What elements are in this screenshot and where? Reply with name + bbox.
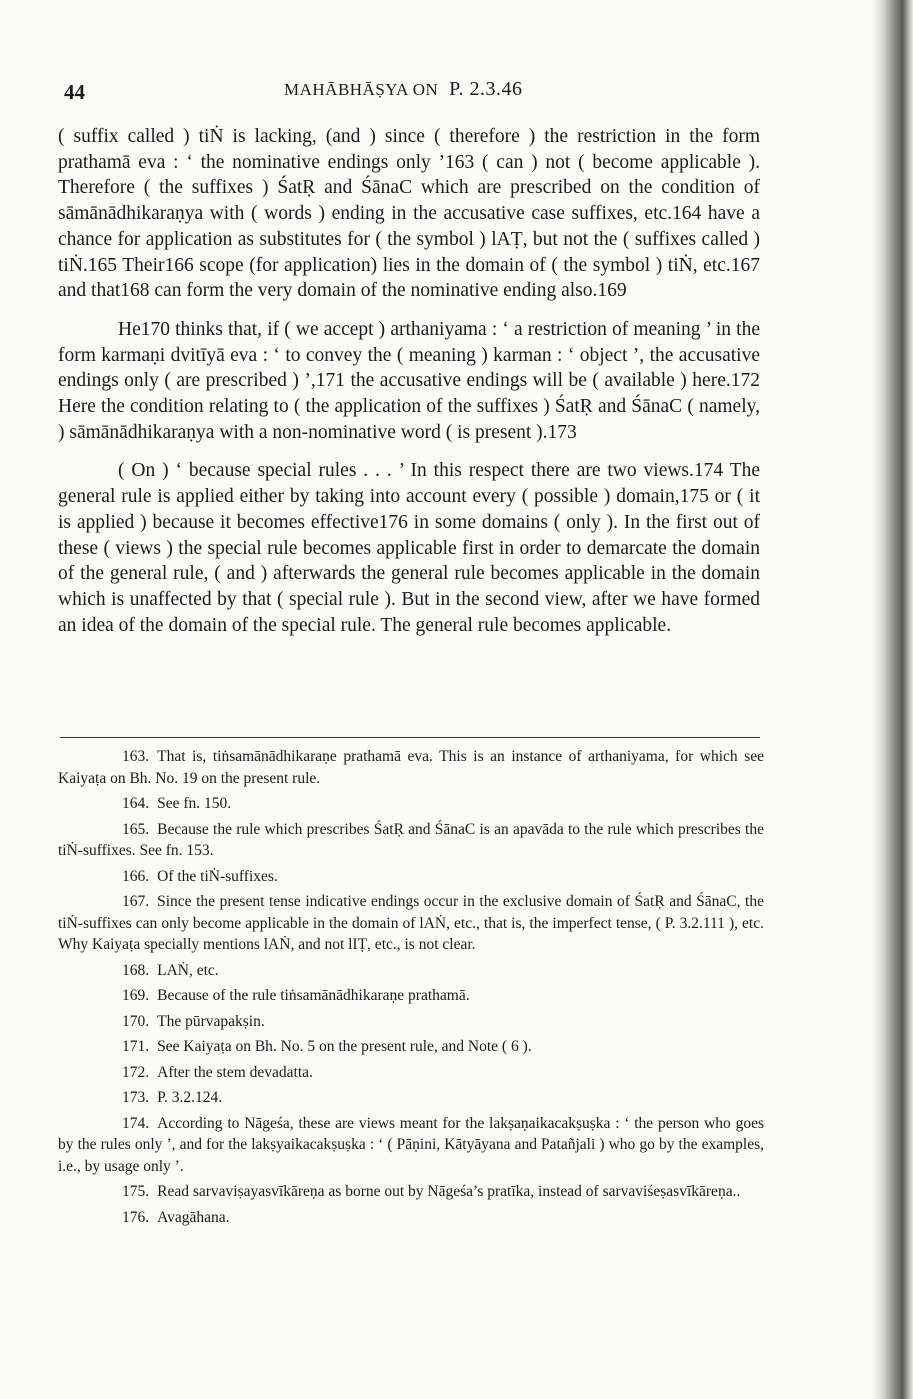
footnote-number: 163.	[122, 748, 150, 765]
footnote-169	[58, 985, 764, 1007]
footnote-text: Of the tiṄ-suffixes.	[157, 867, 278, 885]
footnote-text: Read sarvaviṣayasvīkāreṇa as borne out by Nāgeśa’s pratīka, instead of sarvaviśeṣasvīkāreṇa..	[157, 1183, 741, 1200]
footnote-number: 166.	[122, 867, 150, 885]
footnote-text: According to Nāgeśa, these are views meant for the lakṣaṇaikacakṣuṣka : ‘ the person who goes by the rules only ’, and for the lakṣyaikacakṣuṣka : ‘ ( Pāṇini, Kātyāyana and Patañjali ) who go by the examples, i.e., by usage only ’.	[58, 1114, 764, 1175]
running-header	[284, 78, 523, 101]
footnote-text: Because the rule which prescribes ŚatṚ and ŚānaC is an apavāda to the rule which prescribes the tiṄ-suffixes. See fn. 153.	[58, 820, 764, 859]
footnote-number: 174.	[122, 1114, 150, 1132]
paragraph-1: ( suffix called ) tiṄ is lacking, (and ) since ( therefore ) the restriction in the form prathamā eva : ‘ the nominative endings only ’163 ( can ) not ( become applicable ). Therefore ( the suffixes ) ŚatṚ and ŚānaC which are prescribed on the condition of sāmānādhikaraṇya with ( words ) ending in the accusative case suffixes, etc.164 have a chance for application as substitutes for ( the symbol ) lAṬ, but not the ( suffixes called ) tiṄ.165 Their166 scope (for application) lies in the domain of ( the symbol ) tiṄ, etc.167 and that168 can form the very domain of the nominative ending also.169	[58, 126, 760, 302]
paragraph-3: ( On ) ‘ because special rules . . . ’ In this respect there are two views.174 The general rule is applied either by taking into account every ( possible ) domain,175 or ( it is applied ) because it becomes effective176 in some domains ( only ). In the first out of these ( views ) the special rule becomes applicable first in order to demarcate the domain of the general rule, ( and ) afterwards the general rule becomes applicable in the domain which is unaffected by that ( special rule ). But in the second view, after we have formed an idea of the domain of the special rule. The general rule becomes applicable.	[58, 460, 760, 636]
header-rule-ref: P. 2.3.46	[449, 78, 523, 100]
footnote-167	[58, 891, 764, 956]
footnote-176	[58, 1207, 764, 1229]
footnote-text: P. 3.2.124.	[157, 1089, 223, 1106]
footnote-number: 169.	[122, 987, 150, 1004]
footnote-164	[58, 793, 764, 815]
footnote-text: See Kaiyaṭa on Bh. No. 5 on the present rule, and Note ( 6 ).	[157, 1038, 532, 1055]
footnote-number: 170.	[122, 1012, 150, 1030]
footnotes	[58, 746, 764, 1232]
footnote-166	[58, 866, 764, 888]
footnote-number: 167.	[122, 893, 150, 910]
footnote-165	[58, 819, 764, 862]
footnote-number: 173.	[122, 1089, 150, 1106]
footnote-number: 165.	[122, 820, 150, 838]
footnote-text: LAṄ, etc.	[157, 961, 219, 979]
footnote-168	[58, 960, 764, 982]
footnote-text: Because of the rule tiṅsamānādhikaraṇe prathamā.	[157, 987, 470, 1004]
footnote-number: 171.	[122, 1038, 150, 1055]
footnote-173	[58, 1087, 764, 1109]
footnote-number: 175.	[122, 1183, 150, 1200]
footnote-163	[58, 746, 764, 789]
footnote-text: See fn. 150.	[157, 795, 232, 812]
footnote-172	[58, 1062, 764, 1084]
footnote-text: After the stem devadatta.	[157, 1063, 313, 1081]
scan-edge-shadow	[871, 0, 913, 1399]
footnote-number: 172.	[122, 1063, 150, 1081]
footnote-170	[58, 1011, 764, 1033]
footnote-171	[58, 1036, 764, 1058]
page-number: 44	[64, 80, 85, 104]
footnote-number: 164.	[122, 795, 150, 812]
footnote-text: Since the present tense indicative endings occur in the exclusive domain of ŚatṚ and ŚānaC, the tiṄ-suffixes can only become applicable in the domain of lAṄ, etc., that is, the imperfect tense, ( P. 3.2.111 ), etc. Why Kaiyaṭa specially mentions lAṄ, and not lIṬ, etc., is not clear.	[58, 893, 764, 953]
main-text	[58, 124, 760, 651]
footnote-text: The pūrvapakṣin.	[157, 1012, 265, 1030]
footnote-174	[58, 1113, 764, 1178]
footnote-divider	[60, 737, 760, 738]
header-title: MAHĀBHĀṢYA ON	[284, 80, 439, 99]
paragraph-2: He170 thinks that, if ( we accept ) arthaniyama : ‘ a restriction of meaning ’ in the form karmaṇi dvitīyā eva : ‘ to convey the ( meaning ) karman : ‘ object ’, the accusative endings only ( are prescribed ) ’,171 the accusative endings will be ( available ) here.172 Here the condition relating to ( the application of the suffixes ) ŚatṚ and ŚānaC ( namely, ) sāmānādhikaraṇya with a non-nominative word ( is present ).173	[58, 318, 760, 443]
footnote-175	[58, 1181, 764, 1203]
footnote-text: Avagāhana.	[157, 1208, 230, 1226]
footnote-number: 168.	[122, 961, 150, 979]
footnote-text: That is, tiṅsamānādhikaraṇe prathamā eva. This is an instance of arthaniyama, for which see Kaiyaṭa on Bh. No. 19 on the present rule.	[58, 748, 764, 787]
footnote-number: 176.	[122, 1208, 150, 1226]
